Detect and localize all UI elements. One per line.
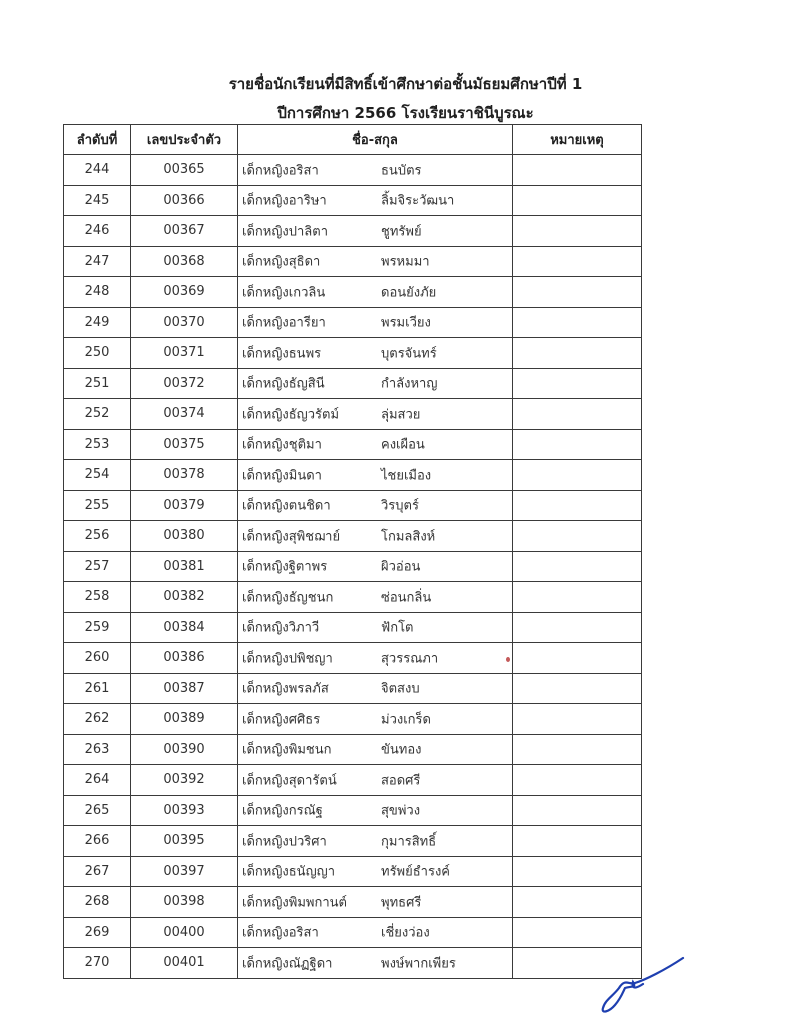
row-remark	[513, 795, 642, 826]
row-remark	[513, 368, 642, 399]
table-row	[64, 368, 642, 399]
table-row	[64, 765, 642, 796]
row-student-id: 00384	[131, 612, 238, 643]
row-first-name: เด็กหญิงพิมพกานต์	[242, 895, 347, 911]
row-remark	[513, 765, 642, 796]
row-order: 244	[64, 155, 131, 186]
table-row	[64, 704, 642, 735]
table-row	[64, 155, 642, 186]
row-last-name: ดอนยังภัย	[381, 285, 437, 301]
row-student-id: 00393	[131, 795, 238, 826]
table-row	[64, 185, 642, 216]
row-full-name	[238, 704, 513, 735]
row-remark	[513, 216, 642, 247]
row-first-name: เด็กหญิงวิภาวี	[242, 620, 320, 636]
header-student-id: เลขประจำตัว	[131, 125, 238, 155]
row-full-name	[238, 246, 513, 277]
row-full-name	[238, 673, 513, 704]
row-student-id: 00398	[131, 887, 238, 918]
row-last-name: เชี่ยงว่อง	[381, 925, 430, 941]
row-order: 249	[64, 307, 131, 338]
row-order: 257	[64, 551, 131, 582]
signature-icon	[595, 950, 705, 1020]
table-row	[64, 917, 642, 948]
row-first-name: เด็กหญิงธัญวรัตม์	[242, 407, 340, 423]
row-first-name: เด็กหญิงปวริศา	[242, 834, 327, 850]
row-remark	[513, 612, 642, 643]
row-last-name: ลุ่มสวย	[381, 407, 421, 423]
row-last-name: พรหมมา	[381, 254, 430, 270]
document-title: รายชื่อนักเรียนที่มีสิทธิ์เข้าศึกษาต่อชั้นมัธยมศึกษาปีที่ 1	[228, 75, 583, 93]
row-full-name	[238, 307, 513, 338]
row-first-name: เด็กหญิงฐิตาพร	[242, 559, 328, 575]
table-row	[64, 460, 642, 491]
row-student-id: 00375	[131, 429, 238, 460]
row-order: 265	[64, 795, 131, 826]
row-first-name: เด็กหญิงสุดารัตน์	[242, 773, 337, 789]
row-full-name	[238, 948, 513, 979]
student-roster-table	[63, 124, 642, 979]
row-student-id: 00390	[131, 734, 238, 765]
row-full-name	[238, 521, 513, 552]
row-order: 264	[64, 765, 131, 796]
row-student-id: 00368	[131, 246, 238, 277]
row-student-id: 00370	[131, 307, 238, 338]
row-full-name	[238, 826, 513, 857]
row-student-id: 00379	[131, 490, 238, 521]
row-last-name: พุทธศรี	[381, 895, 422, 911]
header-order: ลำดับที่	[64, 125, 131, 155]
row-full-name	[238, 460, 513, 491]
table-row	[64, 399, 642, 430]
row-order: 258	[64, 582, 131, 613]
table-row	[64, 277, 642, 308]
row-first-name: เด็กหญิงพรลภัส	[242, 681, 329, 697]
row-last-name: วิรบุตร์	[381, 498, 419, 514]
row-first-name: เด็กหญิงศศิธร	[242, 712, 321, 728]
table-row	[64, 216, 642, 247]
row-first-name: เด็กหญิงปาลิตา	[242, 224, 329, 240]
row-last-name: สอดศรี	[381, 773, 421, 789]
row-first-name: เด็กหญิงอารียา	[242, 315, 326, 331]
row-remark	[513, 917, 642, 948]
row-order: 253	[64, 429, 131, 460]
row-order: 254	[64, 460, 131, 491]
row-student-id: 00372	[131, 368, 238, 399]
row-remark	[513, 856, 642, 887]
table-row	[64, 490, 642, 521]
row-student-id: 00386	[131, 643, 238, 674]
row-remark	[513, 399, 642, 430]
row-student-id: 00367	[131, 216, 238, 247]
row-remark	[513, 429, 642, 460]
header-remark: หมายเหตุ	[513, 125, 642, 155]
row-first-name: เด็กหญิงสุพิชฌาย์	[242, 529, 341, 545]
table-body	[64, 155, 642, 979]
row-order: 256	[64, 521, 131, 552]
row-order: 260	[64, 643, 131, 674]
row-last-name: ซ่อนกลิ่น	[381, 590, 432, 606]
row-order: 269	[64, 917, 131, 948]
row-student-id: 00380	[131, 521, 238, 552]
row-student-id: 00395	[131, 826, 238, 857]
table-row	[64, 856, 642, 887]
row-order: 246	[64, 216, 131, 247]
row-last-name: ไชยเมือง	[381, 468, 432, 484]
row-order: 250	[64, 338, 131, 369]
row-order: 248	[64, 277, 131, 308]
row-student-id: 00389	[131, 704, 238, 735]
row-student-id: 00378	[131, 460, 238, 491]
row-last-name: ฟักโต	[381, 620, 414, 636]
row-first-name: เด็กหญิงพิมชนก	[242, 742, 332, 758]
row-full-name	[238, 734, 513, 765]
row-last-name: ทรัพย์ธำรงค์	[381, 864, 450, 880]
row-remark	[513, 490, 642, 521]
row-remark	[513, 338, 642, 369]
row-student-id: 00387	[131, 673, 238, 704]
row-order: 262	[64, 704, 131, 735]
row-remark	[513, 307, 642, 338]
table-row	[64, 429, 642, 460]
row-remark	[513, 643, 642, 674]
row-first-name: เด็กหญิงอริสา	[242, 925, 319, 941]
row-remark	[513, 155, 642, 186]
row-remark	[513, 185, 642, 216]
row-student-id: 00369	[131, 277, 238, 308]
row-remark	[513, 277, 642, 308]
row-full-name	[238, 338, 513, 369]
row-first-name: เด็กหญิงกรณัฐ	[242, 803, 323, 819]
row-last-name: สุวรรณภา	[381, 651, 439, 667]
row-last-name: บุตรจันทร์	[381, 346, 437, 362]
row-last-name: พงษ์พากเพียร	[381, 956, 456, 972]
ink-mark	[506, 657, 510, 662]
row-full-name	[238, 917, 513, 948]
row-last-name: คงเผือน	[381, 437, 425, 453]
table-row	[64, 612, 642, 643]
row-student-id: 00371	[131, 338, 238, 369]
row-last-name: กำลังหาญ	[381, 376, 438, 392]
row-remark	[513, 460, 642, 491]
row-student-id: 00401	[131, 948, 238, 979]
table-row	[64, 887, 642, 918]
row-remark	[513, 887, 642, 918]
row-order: 247	[64, 246, 131, 277]
row-full-name	[238, 490, 513, 521]
row-remark	[513, 673, 642, 704]
row-student-id: 00392	[131, 765, 238, 796]
row-remark	[513, 551, 642, 582]
row-first-name: เด็กหญิงเกวลิน	[242, 285, 326, 301]
row-last-name: ผิวอ่อน	[381, 559, 421, 575]
row-last-name: ขันทอง	[381, 742, 422, 758]
row-first-name: เด็กหญิงชุติมา	[242, 437, 322, 453]
row-remark	[513, 704, 642, 735]
row-student-id: 00400	[131, 917, 238, 948]
table-row	[64, 948, 642, 979]
header-full-name: ชื่อ-สกุล	[238, 125, 513, 155]
row-first-name: เด็กหญิงอริสา	[242, 163, 319, 179]
table-header-row	[64, 125, 642, 155]
table-row	[64, 246, 642, 277]
row-last-name: ชูทรัพย์	[381, 224, 422, 240]
row-remark	[513, 582, 642, 613]
row-order: 245	[64, 185, 131, 216]
row-full-name	[238, 887, 513, 918]
row-last-name: จิตสงบ	[381, 681, 420, 697]
row-full-name	[238, 185, 513, 216]
row-last-name: ม่วงเกร็ด	[381, 712, 431, 728]
row-last-name: ธนบัตร	[381, 163, 422, 179]
row-full-name	[238, 277, 513, 308]
row-order: 261	[64, 673, 131, 704]
row-last-name: โกมลสิงห์	[381, 529, 436, 545]
row-student-id: 00382	[131, 582, 238, 613]
table-row	[64, 795, 642, 826]
row-last-name: สุขพ่วง	[381, 803, 421, 819]
row-student-id: 00366	[131, 185, 238, 216]
row-order: 268	[64, 887, 131, 918]
row-first-name: เด็กหญิงตนชิดา	[242, 498, 331, 514]
row-full-name	[238, 795, 513, 826]
table-row	[64, 521, 642, 552]
row-last-name: ลิ้มจิระวัฒนา	[381, 193, 455, 209]
row-last-name: พรมเวียง	[381, 315, 431, 331]
row-full-name	[238, 643, 513, 674]
row-order: 267	[64, 856, 131, 887]
row-full-name	[238, 612, 513, 643]
row-first-name: เด็กหญิงอาริษา	[242, 193, 327, 209]
row-remark	[513, 246, 642, 277]
row-first-name: เด็กหญิงธนัญญา	[242, 864, 336, 880]
row-full-name	[238, 765, 513, 796]
table-row	[64, 826, 642, 857]
row-last-name: กุมารสิทธิ์	[381, 834, 437, 850]
row-first-name: เด็กหญิงณัฏฐิดา	[242, 956, 333, 972]
row-order: 259	[64, 612, 131, 643]
table-row	[64, 673, 642, 704]
row-full-name	[238, 368, 513, 399]
row-order: 251	[64, 368, 131, 399]
row-full-name	[238, 582, 513, 613]
row-order: 270	[64, 948, 131, 979]
row-order: 263	[64, 734, 131, 765]
table-row	[64, 582, 642, 613]
row-student-id: 00381	[131, 551, 238, 582]
table-row	[64, 643, 642, 674]
table-row	[64, 551, 642, 582]
row-remark	[513, 734, 642, 765]
row-student-id: 00365	[131, 155, 238, 186]
row-order: 266	[64, 826, 131, 857]
row-full-name	[238, 551, 513, 582]
row-full-name	[238, 856, 513, 887]
table-row	[64, 734, 642, 765]
row-remark	[513, 826, 642, 857]
row-order: 252	[64, 399, 131, 430]
row-order: 255	[64, 490, 131, 521]
row-full-name	[238, 216, 513, 247]
row-first-name: เด็กหญิงปพิชญา	[242, 651, 333, 667]
row-first-name: เด็กหญิงธนพร	[242, 346, 322, 362]
row-student-id: 00374	[131, 399, 238, 430]
row-first-name: เด็กหญิงมินดา	[242, 468, 322, 484]
document-subtitle: ปีการศึกษา 2566 โรงเรียนราชินีบูรณะ	[277, 104, 534, 122]
row-first-name: เด็กหญิงธัญสินี	[242, 376, 325, 392]
row-full-name	[238, 155, 513, 186]
table-row	[64, 338, 642, 369]
row-full-name	[238, 429, 513, 460]
row-full-name	[238, 399, 513, 430]
row-student-id: 00397	[131, 856, 238, 887]
table-row	[64, 307, 642, 338]
row-first-name: เด็กหญิงสุธิดา	[242, 254, 321, 270]
row-first-name: เด็กหญิงธัญชนก	[242, 590, 334, 606]
row-remark	[513, 521, 642, 552]
